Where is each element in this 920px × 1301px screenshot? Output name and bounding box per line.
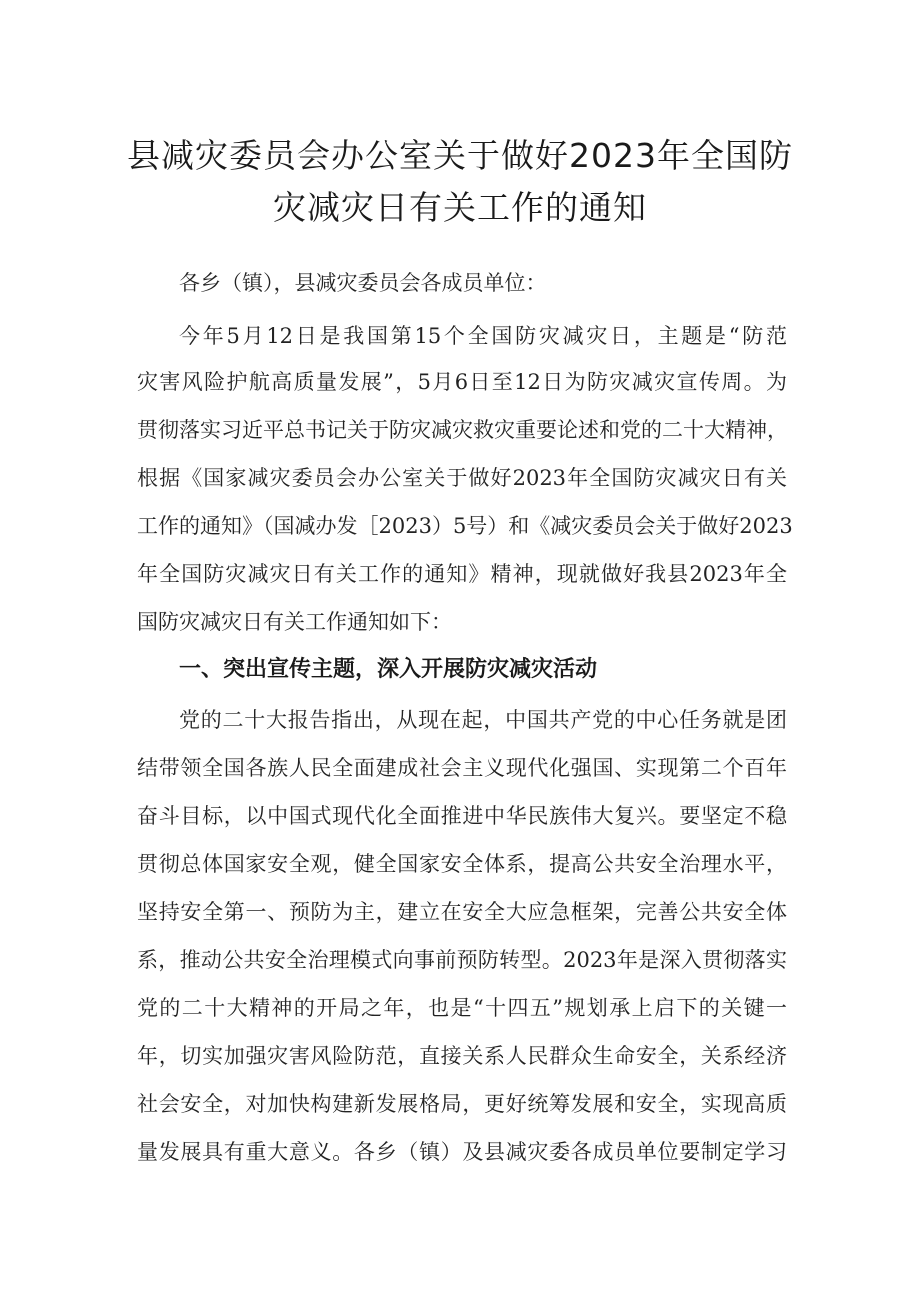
paragraph-2-line: 党的二十大精神的开局之年，也是“十四五”规划承上启下的关键一 <box>137 996 787 1020</box>
paragraph-1-line: 工作的通知》（国减办发［2023）5号）和《减灾委员会关于做好2023 <box>137 514 793 538</box>
paragraph-2-line: 系，推动公共安全治理模式向事前预防转型。2023年是深入贯彻落实 <box>137 948 787 972</box>
document-title-line-2: 灾减灾日有关工作的通知 <box>273 188 647 227</box>
paragraph-2-line: 结带领全国各族人民全面建成社会主义现代化强国、实现第二个百年 <box>137 756 787 780</box>
section-heading-1: 一、突出宣传主题，深入开展防灾减灾活动 <box>179 657 598 682</box>
paragraph-2-line: 坚持安全第一、预防为主，建立在安全大应急框架，完善公共安全体 <box>137 900 787 924</box>
paragraph-1-line: 国防灾减灾日有关工作通知如下： <box>137 610 452 634</box>
document-title-line-1: 县减灾委员会办公室关于做好2023年全国防 <box>127 136 793 175</box>
salutation: 各乡（镇），县减灾委员会各成员单位： <box>179 271 547 295</box>
paragraph-2-line: 量发展具有重大意义。各乡（镇）及县减灾委各成员单位要制定学习 <box>137 1140 787 1164</box>
paragraph-1-line: 灾害风险护航高质量发展”，5月6日至12日为防灾减灾宣传周。为 <box>137 370 787 394</box>
paragraph-1-line: 年全国防灾减灾日有关工作的通知》精神，现就做好我县2023年全 <box>137 562 787 586</box>
paragraph-2-line: 党的二十大报告指出，从现在起，中国共产党的中心任务就是团 <box>179 708 787 732</box>
paragraph-2-line: 年，切实加强灾害风险防范，直接关系人民群众生命安全，关系经济 <box>137 1044 787 1068</box>
paragraph-1-line: 今年5月12日是我国第15个全国防灾减灾日，主题是“防范 <box>179 324 787 348</box>
paragraph-2-line: 奋斗目标，以中国式现代化全面推进中华民族伟大复兴。要坚定不稳 <box>137 804 787 828</box>
paragraph-2-line: 贯彻总体国家安全观，健全国家安全体系，提高公共安全治理水平， <box>137 852 787 876</box>
paragraph-1-line: 根据《国家减灾委员会办公室关于做好2023年全国防灾减灾日有关 <box>137 466 787 490</box>
paragraph-1-line: 贯彻落实习近平总书记关于防灾减灾救灾重要论述和党的二十大精神， <box>137 418 788 442</box>
paragraph-2-line: 社会安全，对加快构建新发展格局，更好统筹发展和安全，实现高质 <box>137 1092 787 1116</box>
